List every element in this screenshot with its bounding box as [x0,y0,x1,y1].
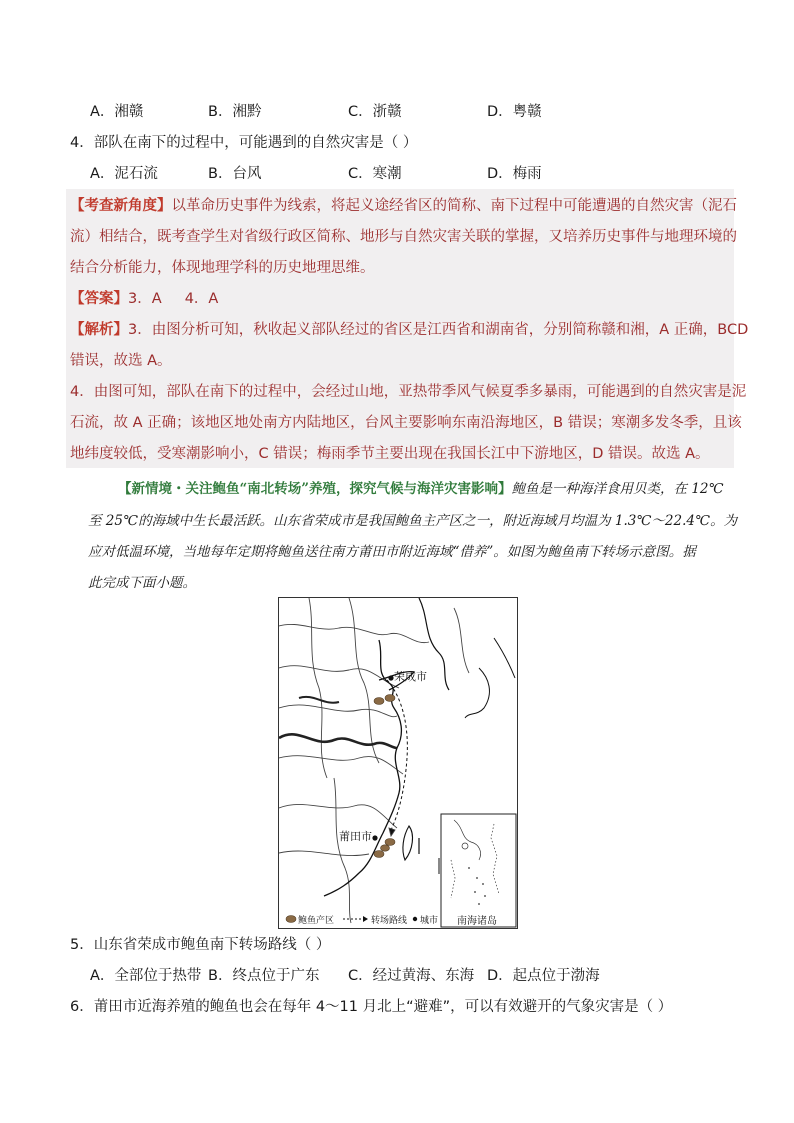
q5-option-d: D．起点位于渤海 [487,968,600,984]
migration-route [387,680,407,830]
border-line [279,756,403,774]
passage-line-4: 此完成下面小题。 [88,575,196,591]
legend-route-label: 转场路线 [371,915,408,925]
legend-city-symbol [413,917,417,921]
passage-tag: 【新情境・关注鲍鱼“南北转场”养殖，探究气候与海洋灾害影响】 [118,481,512,497]
angle-line-3: 结合分析能力，体现地理学科的历史地理思维。 [70,260,375,276]
city-label-putian: 莆田市 [339,831,372,843]
q5-option-c: C．经过黄海、东海 [348,968,475,984]
taiwan-outline [403,826,413,860]
explain-line-4: 石流，故 A 正确；该地区地处南方内陆地区，台风主要影响东南沿海地区，B 错误；寒潮多发冬季，且该 [70,415,742,431]
inset-frame [441,814,516,927]
angle-text-1: 以革命历史事件为线索，将起义途经省区的简称、南下过程中可能遭遇的自然灾害（泥石 [171,198,737,214]
abalone-migration-map [278,597,518,929]
q4-option-c: C．寒潮 [348,166,402,182]
angle-line-2: 流）相结合，既考查学生对省级行政区简称、地形与自然灾害关联的掌握，又培养历史事件与地理环境的 [70,229,737,245]
river [299,697,339,703]
border-line [454,608,469,673]
legend-abalone-label: 鲍鱼产区 [298,915,335,925]
q4-option-d: D．梅雨 [487,166,542,182]
abalone-area-south [374,851,384,858]
inset-dot [484,895,486,897]
border-line [279,851,369,856]
abalone-area-north [374,698,384,705]
explain-text-1: 3．由图分析可知，秋收起义部队经过的省区是江西省和湖南省，分别简称赣和湘，A 正确，BCD [128,322,749,338]
explain-line-2: 错误，故选 A。 [70,353,172,369]
border-line [334,778,351,923]
border-line [279,705,397,717]
legend-city-label: 城市 [420,915,439,925]
map-legend [286,914,438,925]
legend-abalone-symbol [286,916,296,923]
border-line [349,598,379,763]
q4-option-b: B．台风 [208,166,262,182]
inset-dot [478,903,480,905]
q5-stem: 5．山东省荣成市鲍鱼南下转场路线（ ） [70,937,331,953]
inset-label: 南海诸岛 [457,916,497,927]
city-dot-putian [372,835,377,840]
passage-line-3: 应对低温环境，当地每年定期将鲍鱼送往南方莆田市附近海域“借养”。如图为鲍鱼南下转场示意图。据 [88,544,696,560]
coastline [465,668,489,718]
explain-tag: 【解析】 [70,322,128,338]
angle-line-1 [70,196,737,216]
explain-line-5: 地纬度较低，受寒潮影响小，C 错误；梅雨季节主要出现在我国长江中下游地区，D 错误。故选 A。 [70,446,710,462]
inset-dot [482,883,484,885]
q3-option-b: B．湘黔 [208,104,262,120]
answer-line [70,289,218,309]
coastline [494,638,515,678]
q3-option-c: C．浙赣 [348,104,402,120]
city-label-rongcheng: 荣成市 [394,671,427,683]
answer-tag: 【答案】 [70,291,128,307]
abalone-area-south [381,845,390,851]
legend-route-arrow [363,916,368,922]
angle-tag: 【考查新角度】 [70,198,172,214]
answer-text: 3．A 4．A [128,291,219,307]
inset-dot [468,867,470,869]
q4-stem: 4．部队在南下的过程中，可能遇到的自然灾害是（ ） [70,135,418,151]
q4-option-a: A．泥石流 [90,166,158,182]
route-arrow [389,828,395,836]
q3-option-a: A．湘赣 [90,104,144,120]
border-line [309,598,327,778]
city-dot-rongcheng [388,675,393,680]
border-line [279,804,397,828]
abalone-area-south [385,839,395,846]
q5-option-b: B．终点位于广东 [208,968,320,984]
q3-option-d: D．粤赣 [487,104,542,120]
explain-line-3: 4．由图可知，部队在南下的过程中，会经过山地，亚热带季风气候夏季多暴雨，可能遇到的自然灾害是泥 [70,384,747,400]
passage-line-1 [118,479,724,499]
passage-line-2: 至 25℃的海域中生长最活跃。山东省荣成市是我国鲍鱼主产区之一，附近海域月均温为 1.3℃～22.4℃。为 [88,513,738,529]
passage-text-1: 鲍鱼是一种海洋食用贝类，在 12℃ [511,481,724,497]
inset-dot [474,891,476,893]
explain-line-1 [70,320,748,340]
q5-option-a: A．全部位于热带 [90,968,202,984]
inset-dot [476,877,478,879]
abalone-area-north [385,695,395,702]
map-drawing [279,598,517,928]
river [279,734,397,748]
q6-stem: 6．莆田市近海养殖的鲍鱼也会在每年 4～11 月北上“避难”，可以有效避开的气象灾害是（ ） [70,999,673,1015]
